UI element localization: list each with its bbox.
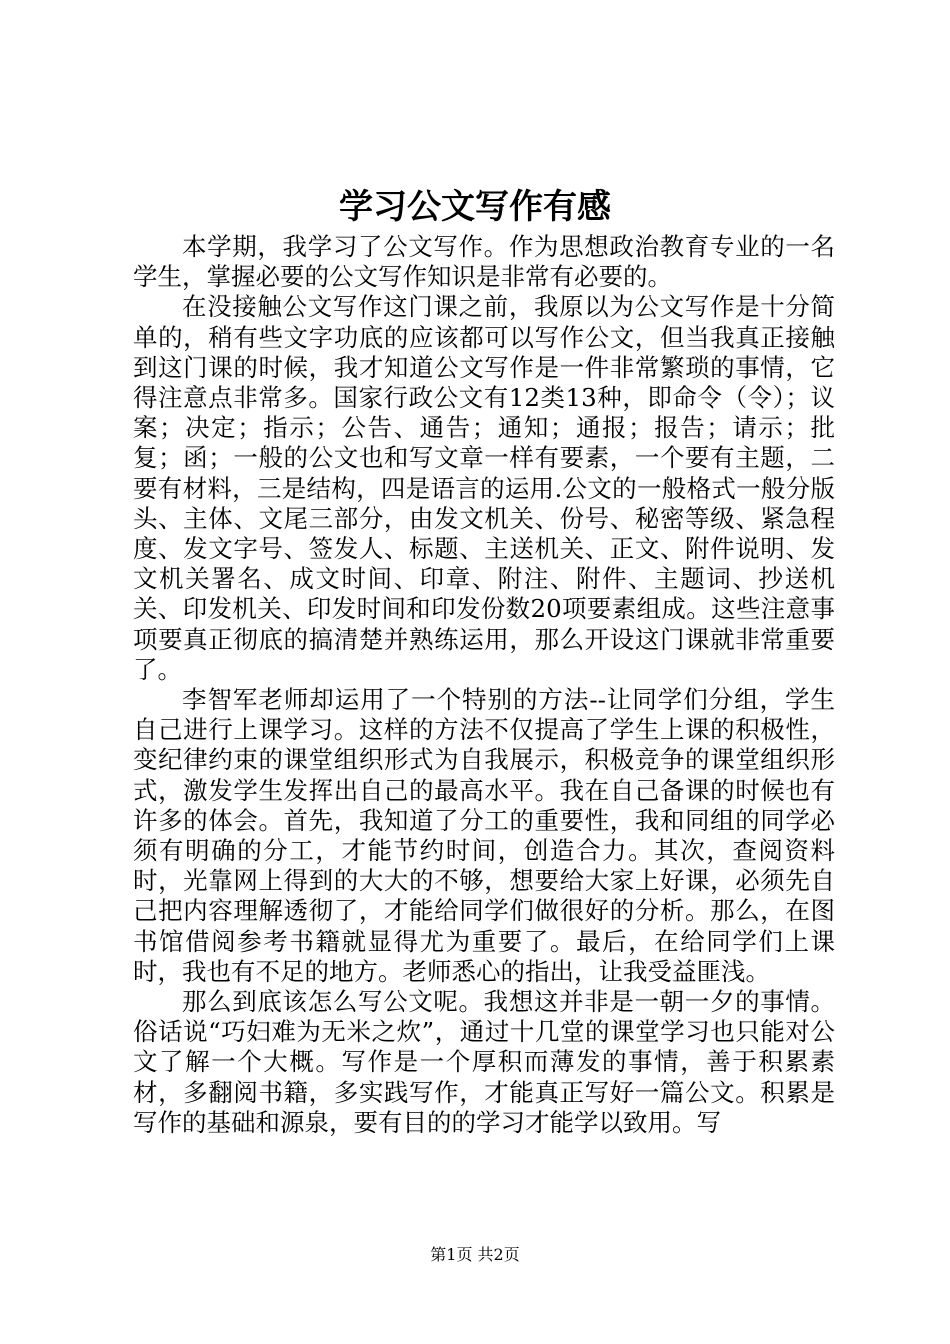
- paragraph-3: 李智军老师却运用了一个特别的方法--让同学们分组，学生自己进行上课学习。这样的方法不仅提高了学生上课的积极性，变纪律约束的课堂组织形式为自我展示，积极竞争的课堂组织形式，激发学生发挥出自己的最高水平。我在自己备课的时候也有许多的体会。首先，我知道了分工的重要性，我和同组的同学必须有明确的分工，才能节约时间，创造合力。其次，查阅资料时，光靠网上得到的大大的不够，想要给大家上好课，必须先自己把内容理解透彻了，才能给同学们做很好的分析。那么，在图书馆借阅参考书籍就显得尤为重要了。最后，在给同学们上课时，我也有不足的地方。老师悉心的指出，让我受益匪浅。: [133, 685, 835, 986]
- paragraph-4: 那么到底该怎么写公文呢。我想这并非是一朝一夕的事情。俗话说“巧妇难为无米之炊”，通过十几堂的课堂学习也只能对公文了解一个大概。写作是一个厚积而薄发的事情，善于积累素材，多翻阅书籍，多实践写作，才能真正写好一篇公文。积累是写作的基础和源泉，要有目的的学习才能学以致用。写: [133, 987, 835, 1137]
- document-title: 学习公文写作有感: [339, 187, 611, 227]
- document-body: [133, 232, 835, 1138]
- page-number-footer: 第1页 共2页: [430, 1245, 520, 1264]
- paragraph-2: 在没接触公文写作这门课之前，我原以为公文写作是十分简单的，稍有些文字功底的应该都可以写作公文，但当我真正接触到这门课的时候，我才知道公文写作是一件非常繁琐的事情，它得注意点非常多。国家行政公文有12类13种，即命令（令）；议案；决定；指示；公告、通告；通知；通报；报告；请示；批复；函；一般的公文也和写文章一样有要素，一个要有主题，二要有材料，三是结构，四是语言的运用.公文的一般格式一般分版头、主体、文尾三部分，由发文机关、份号、秘密等级、紧急程度、发文字号、签发人、标题、主送机关、正文、附件说明、发文机关署名、成文时间、印章、附注、附件、主题词、抄送机关、印发机关、印发时间和印发份数20项要素组成。这些注意事项要真正彻底的搞清楚并熟练运用，那么开设这门课就非常重要了。: [133, 292, 835, 684]
- paragraph-1: 本学期，我学习了公文写作。作为思想政治教育专业的一名学生，掌握必要的公文写作知识是非常有必要的。: [133, 232, 835, 292]
